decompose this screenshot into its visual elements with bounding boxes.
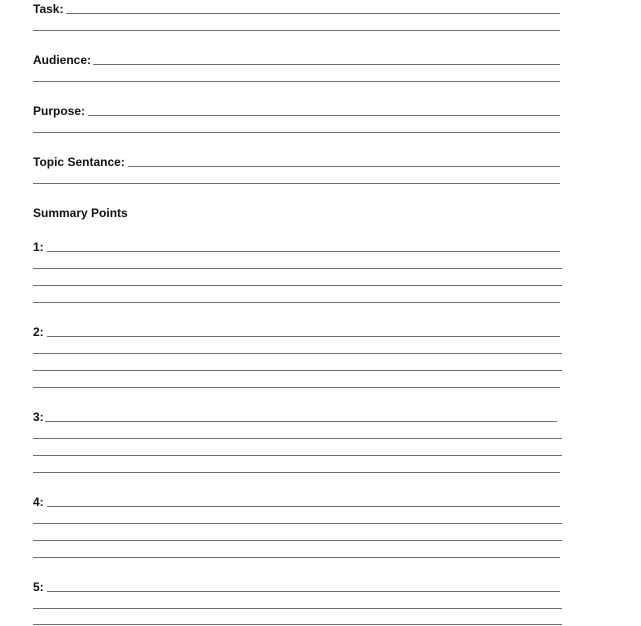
point-3-line[interactable] <box>45 421 557 422</box>
task-line[interactable] <box>66 13 560 14</box>
audience-line[interactable] <box>93 64 560 65</box>
summary-points-heading: Summary Points <box>33 206 128 220</box>
point-4-line-2[interactable] <box>33 523 562 524</box>
point-4-line[interactable] <box>47 506 560 507</box>
point-2-label: 2: <box>33 325 44 339</box>
point-5-label: 5: <box>33 580 44 594</box>
topic-sentence-line[interactable] <box>128 166 560 167</box>
task-line-2[interactable] <box>33 30 560 31</box>
point-4-line-4[interactable] <box>33 557 560 558</box>
point-1-label: 1: <box>33 240 44 254</box>
purpose-line-2[interactable] <box>33 132 560 133</box>
point-1-line-3[interactable] <box>33 285 562 286</box>
topic-sentence-line-2[interactable] <box>33 183 560 184</box>
point-3-label: 3: <box>33 410 44 424</box>
point-1-line-4[interactable] <box>33 302 560 303</box>
topic-sentence-label: Topic Sentance: <box>33 155 125 169</box>
point-1-line[interactable] <box>47 251 560 252</box>
task-label: Task: <box>33 2 64 16</box>
point-3-line-2[interactable] <box>33 438 562 439</box>
audience-label: Audience: <box>33 53 92 67</box>
purpose-line[interactable] <box>88 115 560 116</box>
purpose-label: Purpose: <box>33 104 86 118</box>
point-3-line-4[interactable] <box>33 472 560 473</box>
point-2-line-4[interactable] <box>33 387 560 388</box>
point-5-line-3[interactable] <box>33 624 562 625</box>
point-2-line-3[interactable] <box>33 370 562 371</box>
point-2-line[interactable] <box>47 336 560 337</box>
point-5-line[interactable] <box>47 591 560 592</box>
point-1-line-2[interactable] <box>33 268 562 269</box>
point-4-label: 4: <box>33 495 44 509</box>
point-5-line-2[interactable] <box>33 608 562 609</box>
point-3-line-3[interactable] <box>33 455 562 456</box>
audience-line-2[interactable] <box>33 81 560 82</box>
point-4-line-3[interactable] <box>33 540 562 541</box>
point-2-line-2[interactable] <box>33 353 562 354</box>
